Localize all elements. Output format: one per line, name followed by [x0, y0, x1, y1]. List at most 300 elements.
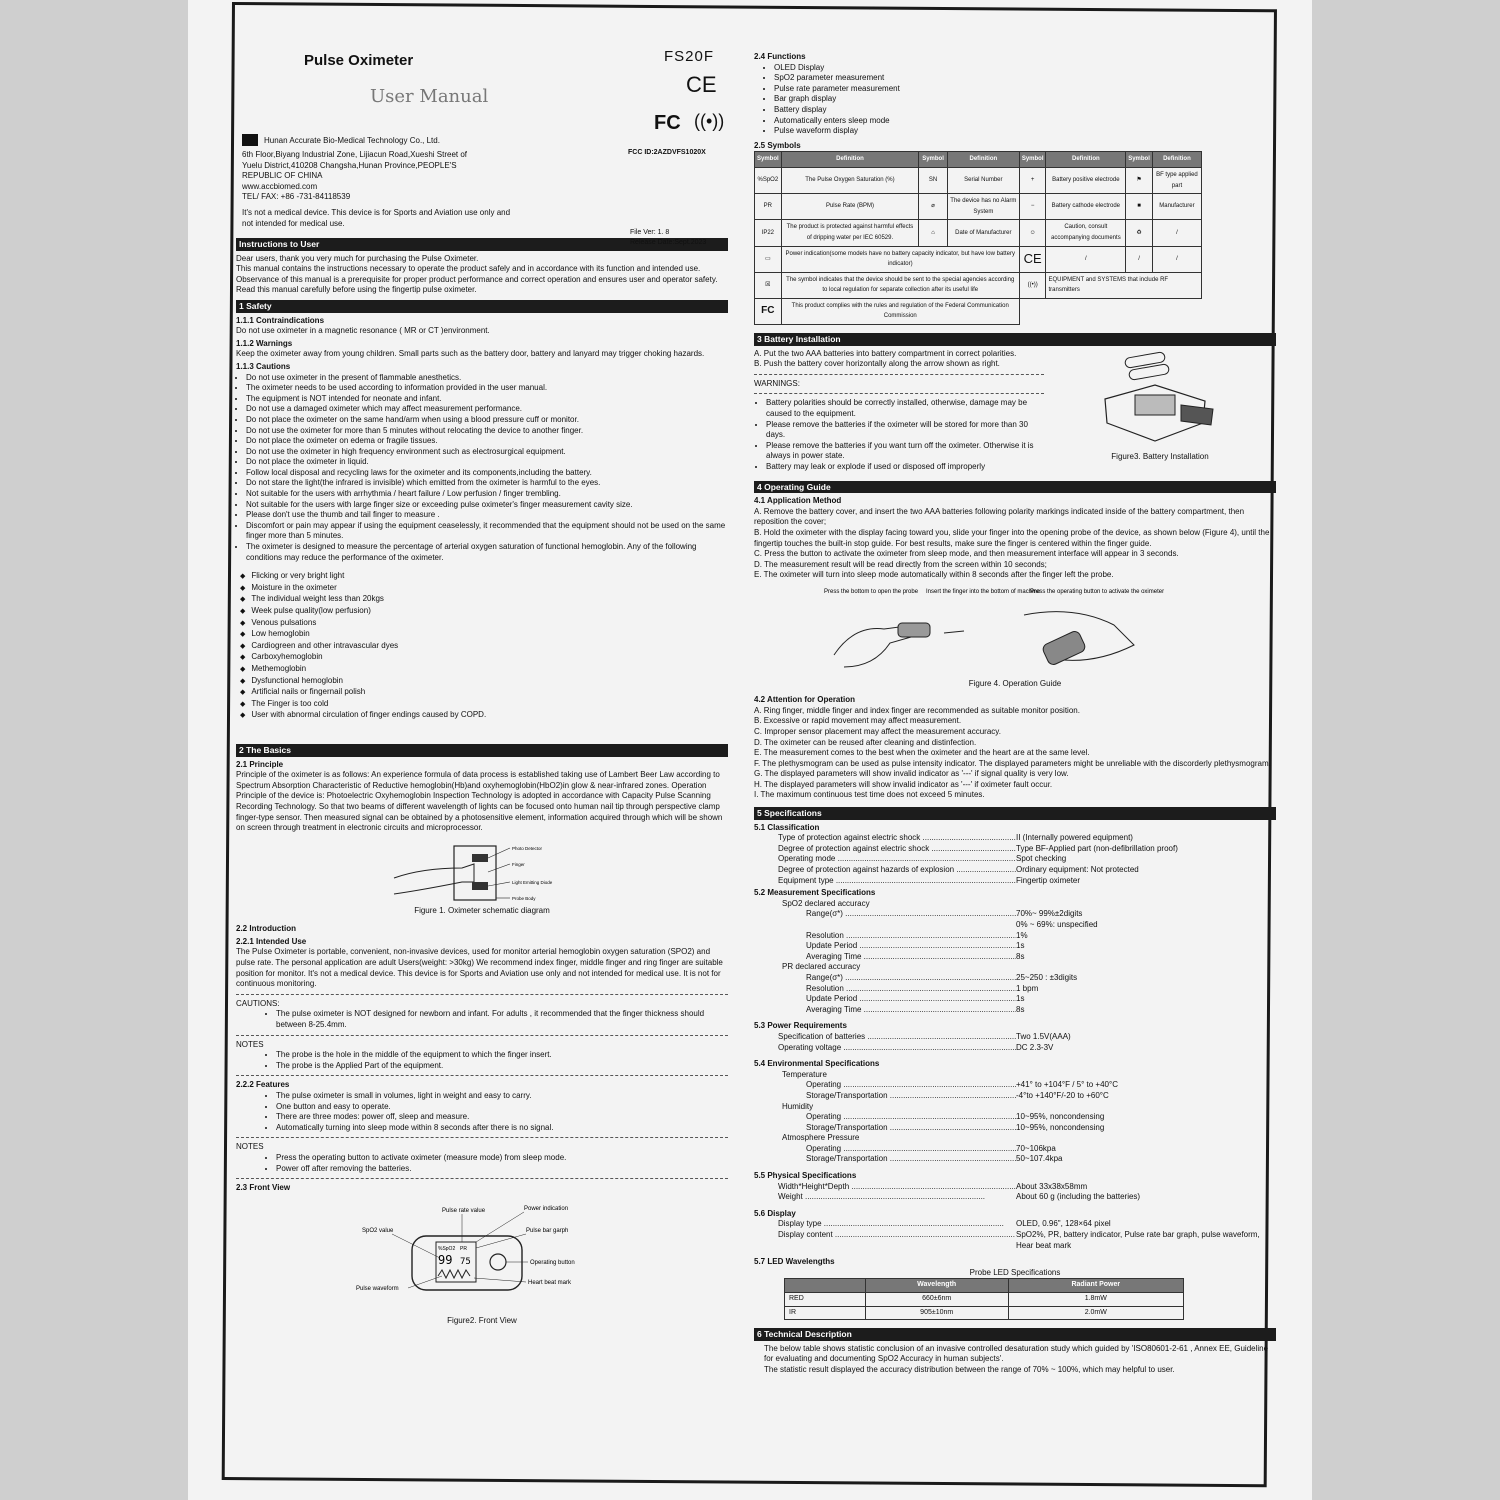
section-heading: 2 The Basics — [236, 744, 728, 757]
spec-value: Two 1.5V(AAA) — [1016, 1031, 1071, 1041]
warning-item: • Please remove the batteries if the oximeter will be stored for more than 30 days. — [766, 420, 1044, 441]
condition-item: ◆ Artificial nails or fingernail polish — [254, 687, 728, 699]
spec-group-label: Temperature — [782, 1069, 827, 1079]
spec-key: Operating mode ..... — [754, 854, 1016, 865]
spec-key: Range(σ*) ..... — [754, 973, 1016, 984]
operating-step: B. Hold the oximeter with the display facing toward you, slide your finger into the opening probe of the device, as shown below (Figure 4), until the fingertip touches the built-in stop guide. For best results, make sure the finger is centered within the finger guide. — [754, 527, 1270, 548]
spec-key: Operating ..... — [754, 1112, 1016, 1123]
condition-item: ◆ Dysfunctional hemoglobin — [254, 676, 728, 688]
notes-list — [236, 1153, 728, 1174]
divider — [236, 1137, 728, 1138]
spec-humidity — [754, 1112, 1276, 1133]
table-cell: BF type applied part — [1152, 167, 1201, 193]
table-header: Symbol — [755, 152, 782, 168]
subheading: 5.2 Measurement Specifications — [754, 888, 876, 898]
spec-key: Weight ..... — [754, 1192, 1016, 1203]
subheading: 5.4 Environmental Specifications — [754, 1059, 880, 1069]
spec-value: 50~107.4kpa — [1016, 1154, 1063, 1164]
spec-key: Averaging Time ..... — [754, 952, 1016, 963]
spec-value: 1 bpm — [1016, 983, 1039, 993]
divider — [236, 994, 728, 995]
spec-value: 25~250 : ±3digits — [1016, 972, 1078, 982]
spec-key: Type of protection against electric shock ..... — [754, 833, 1016, 844]
divider — [236, 1075, 728, 1076]
subheading: 5.7 LED Wavelengths — [754, 1257, 835, 1267]
spec-key: Storage/Transportation ..... — [754, 1154, 1016, 1165]
spec-value: Ordinary equipment: Not protected — [1016, 865, 1139, 875]
spec-row — [754, 865, 1276, 876]
spec-group-label: PR declared accuracy — [782, 962, 861, 972]
spec-key: Storage/Transportation ..... — [754, 1123, 1016, 1134]
spec-row — [754, 1043, 1276, 1054]
condition-item: ◆ Week pulse quality(low perfusion) — [254, 606, 728, 618]
table-header: Wavelength — [865, 1279, 1008, 1293]
spec-display — [754, 1219, 1276, 1251]
spec-row — [754, 909, 1276, 920]
caution-item: • Please don't use the thumb and tail finger to measure . — [246, 510, 728, 521]
section-heading: Instructions to User — [236, 238, 728, 251]
paragraph: The statistic result displayed the accuracy distribution between the range of 70% ~ 100%, which may helpful to user. — [764, 1364, 1175, 1374]
screen-pr-label: PR — [460, 1245, 467, 1252]
caution-item: • The oximeter needs to be used according to information provided in the user manual. — [246, 383, 728, 394]
waveform-icon — [438, 1270, 470, 1278]
oximeter-schematic-figure — [392, 838, 572, 902]
spec-key: Operating voltage ..... — [754, 1043, 1016, 1054]
conditions-list — [236, 571, 728, 722]
spec-key: Operating ..... — [754, 1080, 1016, 1091]
section-heading: 4 Operating Guide — [754, 481, 1276, 494]
address-line: TEL/ FAX: +86 -731-84118539 — [242, 192, 351, 202]
spec-row — [754, 1080, 1276, 1091]
fig1-label: Photo Detector — [512, 845, 543, 851]
subheading: 1.1.2 Warnings — [236, 338, 293, 348]
note-item: • Press the operating button to activate oximeter (measure mode) from sleep mode. — [276, 1153, 728, 1164]
function-item: • Automatically enters sleep mode — [774, 116, 1276, 127]
table-header: Definition — [781, 152, 919, 168]
table-cell: The Pulse Oxygen Saturation (%) — [781, 167, 919, 193]
screen-spo2-label: %SpO2 — [438, 1245, 456, 1252]
spec-key: Width*Height*Depth ..... — [754, 1182, 1016, 1193]
spec-key: Range(σ*) ..... — [754, 909, 1016, 920]
section-heading: 6 Technical Description — [754, 1328, 1276, 1341]
figure-caption: Figure2. Front View — [447, 1315, 517, 1325]
subheading: 1.1.1 Contraindications — [236, 315, 325, 325]
table-cell: The symbol indicates that the device should be sent to the special agencies according to local regulation for separate collection after its useful life — [781, 272, 1019, 298]
spec-row — [754, 854, 1276, 865]
divider — [754, 393, 1044, 394]
disclaimer: It's not a medical device. This device is for Sports and Aviation use only and not intended for medical use. — [242, 208, 511, 228]
subheading: 5.3 Power Requirements — [754, 1021, 847, 1031]
spec-row — [754, 931, 1276, 942]
model-number: FS20F — [664, 48, 715, 65]
spec-key: Degree of protection against electric shock ..... — [754, 844, 1016, 855]
battery-step: B. Push the battery cover horizontally along the arrow shown as right. — [754, 359, 1000, 369]
table-cell: IR — [785, 1306, 866, 1320]
symbol-icon: ♻ — [1126, 220, 1153, 246]
table-header: Definition — [1152, 152, 1201, 168]
attention-item: A. Ring finger, middle finger and index finger are recommended as suitable monitor position. — [754, 705, 1080, 715]
table-header: Definition — [947, 152, 1019, 168]
table-cell: / — [1046, 246, 1126, 272]
spec-key: Equipment type ..... — [754, 876, 1016, 887]
manufacturer-address — [242, 150, 542, 203]
table-header: Radiant Power — [1008, 1279, 1183, 1293]
caution-item: • Do not use oximeter in the present of flammable anesthetics. — [246, 373, 728, 384]
table-cell: / — [1152, 246, 1201, 272]
spec-value: 10~95%, noncondensing — [1016, 1122, 1105, 1132]
fv-label: Power indication — [524, 1205, 569, 1212]
table-header: Symbol — [1019, 152, 1046, 168]
feature-item: • One button and easy to operate. — [276, 1102, 728, 1113]
manufacturer-icon — [242, 134, 258, 146]
figure-caption: Figure3. Battery Installation — [1111, 452, 1209, 462]
spec-value: About 60 g (including the batteries) — [1016, 1192, 1141, 1202]
subheading: 5.6 Display — [754, 1208, 796, 1218]
condition-item: ◆ Methemoglobin — [254, 664, 728, 676]
address-line: www.accbiomed.com — [242, 181, 318, 191]
caution-item: • The equipment is NOT intended for neonate and infant. — [246, 394, 728, 405]
caution-item: • The pulse oximeter is NOT designed for newborn and infant. For adults , it recommended that the finger thickness should between 8-25.4mm. — [276, 1009, 728, 1030]
attention-item: I. The maximum continuous test time does not exceed 5 minutes. — [754, 790, 985, 800]
note-item: • The probe is the Applied Part of the equipment. — [276, 1061, 728, 1072]
operating-steps — [754, 507, 1276, 581]
subheading: 5.1 Classification — [754, 822, 820, 832]
condition-item: ◆ Flicking or very bright light — [254, 571, 728, 583]
fig4-label: Press the operating button to activate the oximeter — [1030, 588, 1165, 595]
condition-item: ◆ User with abnormal circulation of finger endings caused by COPD. — [254, 710, 728, 722]
paragraph: Read this manual carefully before using the fingertip pulse oximeter. — [236, 285, 477, 295]
fcc-icon: FC — [755, 298, 782, 324]
notes-label: NOTES — [236, 1039, 264, 1049]
paragraph: The Pulse Oximeter is portable, convenient, non-invasive devices, used for monitor arterial hemoglobin oxygen saturation (SPO2) and pulse rate. The personal application are adult Users(weight: >30kg) We recommend index finger, middle finger and ring finger are suitable position for monitor. It's not a medical device. This device is for Sports and Aviation use only and not intended for medical use. It is not for continuous monitoring. — [236, 947, 723, 989]
section-heading: 5 Specifications — [754, 807, 1276, 820]
spec-row — [754, 1219, 1276, 1230]
subheading: 4.1 Application Method — [754, 496, 842, 506]
section-heading: 1 Safety — [236, 300, 728, 313]
address-line: Yuelu District,410208 Changsha,Hunan Province,PEOPLE'S — [242, 160, 457, 170]
battery-step: A. Put the two AAA batteries into battery compartment in correct polarities. — [754, 348, 1017, 358]
warning-item: • Battery may leak or explode if used or disposed off improperly — [766, 462, 1044, 473]
battery-warnings — [754, 398, 1044, 472]
functions-list — [754, 63, 1276, 137]
release-date: Release Date:Sept.2023 — [630, 239, 707, 246]
right-column — [754, 50, 1276, 1376]
caution-item: • Not suitable for the users with large finger size or exceeding pulse oximeter's finger measurement cavity size. — [246, 500, 728, 511]
table-cell: 2.0mW — [1008, 1306, 1183, 1320]
spec-row — [754, 1230, 1276, 1251]
table-cell: Serial Number — [947, 167, 1019, 193]
table-cell: RED — [785, 1293, 866, 1307]
symbol-icon: SN — [919, 167, 948, 193]
fig1-label: Light Emitting Diode — [512, 879, 553, 885]
section-heading: 3 Battery Installation — [754, 333, 1276, 346]
spec-row — [754, 920, 1276, 931]
warning-item: • Battery polarities should be correctly installed, otherwise, damage may be caused to the equipment. — [766, 398, 1044, 419]
spec-atmosphere — [754, 1144, 1276, 1165]
spec-row — [754, 1123, 1276, 1134]
subheading: 2.1 Principle — [236, 759, 284, 769]
spec-value: -4°to +140°F/-20 to +60°C — [1016, 1090, 1109, 1100]
caution-item: • The oximeter is designed to measure the percentage of arterial oxygen saturation of functional hemoglobin. Any of the following conditions may reduce the performance of the oximeter. — [246, 542, 728, 563]
paragraph: Dear users, thank you very much for purchasing the Pulse Oximeter. — [236, 253, 479, 263]
spec-row — [754, 994, 1276, 1005]
table-cell: Date of Manufacturer — [947, 220, 1019, 246]
caution-item: • Do not use the oximeter for more than 5 minutes without relocating the device to another finger. — [246, 426, 728, 437]
spec-value: 10~95%, noncondensing — [1016, 1112, 1105, 1122]
table-cell: The product is protected against harmful effects of dripping water per IEC 60529. — [781, 220, 919, 246]
spec-value: 1s — [1016, 994, 1025, 1004]
fv-label: Pulse bar garph — [526, 1227, 569, 1234]
fcc-logo: FC — [654, 112, 681, 134]
function-item: • SpO2 parameter measurement — [774, 73, 1276, 84]
technical-text — [754, 1344, 1276, 1376]
note-item: • Power off after removing the batteries. — [276, 1164, 728, 1175]
spec-row — [754, 973, 1276, 984]
function-item: • Pulse waveform display — [774, 126, 1276, 137]
paragraph: Keep the oximeter away from young children. Small parts such as the battery door, battery and lanyard may trigger choking hazards. — [236, 349, 705, 359]
attention-item: G. The displayed parameters will show invalid indicator as '---' if signal quality is very low. — [754, 769, 1069, 779]
spec-value: 70%~ 99%±2digits — [1016, 909, 1083, 919]
attention-item: B. Excessive or rapid movement may affect measurement. — [754, 716, 962, 726]
table-cell: The device has no Alarm System — [947, 194, 1019, 220]
symbol-icon: ⌀ — [919, 194, 948, 220]
warnings-label: WARNINGS: — [754, 378, 800, 388]
spec-key: Update Period ..... — [754, 941, 1016, 952]
spec-key: Averaging Time ..... — [754, 1005, 1016, 1016]
table-header: Symbol — [1126, 152, 1153, 168]
caution-item: • Not suitable for the users with arrhythmia / heart failure / Low perfusion / finger trembling. — [246, 489, 728, 500]
spec-value: About 33x38x58mm — [1016, 1181, 1088, 1191]
caution-item: • Follow local disposal and recycling laws for the oximeter and its components,including the battery. — [246, 468, 728, 479]
spec-key: Specification of batteries ..... — [754, 1032, 1016, 1043]
spec-key: Degree of protection against hazards of explosion ..... — [754, 865, 1016, 876]
front-view-figure — [352, 1202, 612, 1312]
battery-installation-figure — [1095, 349, 1225, 449]
spec-row — [754, 833, 1276, 844]
figure-caption: Figure 1. Oximeter schematic diagram — [414, 905, 550, 915]
spec-spo2 — [754, 909, 1276, 962]
rf-icon: ((•)) — [694, 111, 725, 131]
symbol-icon: − — [1019, 194, 1046, 220]
attention-item: C. Improper sensor placement may affect the measurement accuracy. — [754, 726, 1001, 736]
symbol-icon: ■ — [1126, 194, 1153, 220]
weee-bin-icon: ☒ — [755, 272, 782, 298]
spec-classification — [754, 833, 1276, 886]
symbols-table — [754, 151, 1202, 325]
operating-button-icon — [490, 1254, 506, 1270]
subheading: 2.5 Symbols — [754, 140, 801, 150]
spec-key: Display type ..... — [754, 1219, 1016, 1230]
spec-row — [754, 941, 1276, 952]
spec-row — [754, 1005, 1276, 1016]
spec-group-label: Humidity — [782, 1101, 814, 1111]
notes-label: NOTES — [236, 1142, 264, 1152]
spec-value: 8s — [1016, 951, 1025, 961]
caution-item: • Do not place the oximeter on edema or fragile tissues. — [246, 436, 728, 447]
attention-list — [754, 706, 1276, 801]
symbol-icon: %SpO2 — [755, 167, 782, 193]
table-cell: / — [1126, 246, 1153, 272]
fig4-label: Insert the finger into the bottom of machine — [926, 588, 1041, 595]
spec-power — [754, 1032, 1276, 1053]
paragraph: Do not use oximeter in a magnetic resonance ( MR or CT )environment. — [236, 326, 490, 336]
fig1-label: Probe Body — [512, 895, 536, 901]
subheading: 2.2.2 Features — [236, 1080, 290, 1090]
spec-value: Fingertip oximeter — [1016, 875, 1081, 885]
symbol-icon: ☺ — [1019, 220, 1046, 246]
table-cell: Manufacturer — [1152, 194, 1201, 220]
caution-item: • Do not place the oximeter on the same hand/arm when using a blood pressure cuff or monitor. — [246, 415, 728, 426]
function-item: • Battery display — [774, 105, 1276, 116]
spec-physical — [754, 1182, 1276, 1203]
operating-step: E. The oximeter will turn into sleep mode automatically within 8 seconds after the finger left the probe. — [754, 570, 1114, 580]
table-cell: Power indication(some models have no battery capacity indicator, but have low battery indicator) — [781, 246, 1019, 272]
table-cell: Pulse Rate (BPM) — [781, 194, 919, 220]
spec-row — [754, 844, 1276, 855]
symbol-icon: PR — [755, 194, 782, 220]
address-line: 6th Floor,Biyang Industrial Zone, Lijiacun Road,Xueshi Street of — [242, 150, 468, 159]
spec-pr — [754, 973, 1276, 1015]
subheading: 1.1.3 Cautions — [236, 361, 291, 371]
feature-item: • The pulse oximeter is small in volumes, light in weight and easy to carry. — [276, 1091, 728, 1102]
spec-row — [754, 952, 1276, 963]
spec-value: +41° to +104°F / 5° to +40°C — [1016, 1080, 1118, 1090]
spec-key: Operating ..... — [754, 1144, 1016, 1155]
spec-group-label: SpO2 declared accuracy — [782, 898, 870, 908]
subheading: 2.4 Functions — [754, 52, 806, 61]
table-cell: Battery positive electrode — [1046, 167, 1126, 193]
subheading: 4.2 Attention for Operation — [754, 695, 856, 705]
screen-pr-value: 75 — [460, 1256, 471, 1267]
rf-transmitter-icon: ((•)) — [1019, 272, 1046, 298]
symbol-icon: IP22 — [755, 220, 782, 246]
file-version: File Ver: 1. 8 — [630, 229, 670, 236]
fig4-label: Press the bottom to open the probe — [824, 588, 919, 595]
divider — [754, 374, 1044, 375]
note-item: • The probe is the hole in the middle of the equipment to which the finger insert. — [276, 1050, 728, 1061]
feature-item: • Automatically turning into sleep mode within 8 seconds after there is no signal. — [276, 1123, 728, 1134]
battery-indicator-icon: ▭ — [755, 246, 782, 272]
table-cell: 1.8mW — [1008, 1293, 1183, 1307]
spec-row — [754, 1154, 1276, 1165]
doc-subtitle: User Manual — [370, 86, 489, 107]
operating-step: D. The measurement result will be read directly from the screen within 10 seconds; — [754, 559, 1047, 569]
divider — [236, 1178, 728, 1179]
table-cell: Battery cathode electrode — [1046, 194, 1126, 220]
cautions-list — [236, 373, 728, 564]
spec-value: 0% ~ 69%: unspecified — [1016, 920, 1098, 929]
spec-value: 1s — [1016, 941, 1025, 951]
condition-item: ◆ Cardiogreen and other intravascular dyes — [254, 641, 728, 653]
table-cell: EQUIPMENT and SYSTEMS that include RF transmitters — [1046, 272, 1202, 298]
condition-item: ◆ Moisture in the oximeter — [254, 583, 728, 595]
subheading: 2.3 Front View — [236, 1183, 291, 1193]
led-table — [784, 1278, 1184, 1320]
symbol-icon: ⚑ — [1126, 167, 1153, 193]
doc-title: Pulse Oximeter — [304, 52, 414, 69]
condition-item: ◆ The individual weight less than 20kgs — [254, 594, 728, 606]
spec-value: Type BF-Applied part (non-defibrillation proof) — [1016, 843, 1178, 853]
spec-value: 8s — [1016, 1004, 1025, 1014]
subheading: 2.2.1 Intended Use — [236, 936, 307, 946]
attention-item: F. The plethysmogram can be used as pulse intensity indicator. The displayed parameters might be unreliable with the discorderly plethysmogram. — [754, 758, 1271, 768]
screen-spo2-value: 99 — [438, 1252, 453, 1267]
subheading: 2.2 Introduction — [236, 924, 296, 934]
divider — [236, 1035, 728, 1036]
condition-item: ◆ Carboxyhemoglobin — [254, 652, 728, 664]
table-header: Symbol — [919, 152, 948, 168]
spec-value: OLED, 0.96", 128×64 pixel — [1016, 1219, 1111, 1229]
condition-item: ◆ The Finger is too cold — [254, 699, 728, 711]
spec-key: Resolution ..... — [754, 984, 1016, 995]
manufacturer-name: Hunan Accurate Bio-Medical Technology Co., Ltd. — [264, 136, 440, 145]
fcc-id: FCC ID:2AZDVFS1020X — [628, 149, 706, 156]
feature-item: • There are three modes: power off, sleep and measure. — [276, 1112, 728, 1123]
spec-key: Update Period ..... — [754, 994, 1016, 1005]
notes-list — [236, 1050, 728, 1071]
spec-value: II (Internally powered equipment) — [1016, 833, 1133, 843]
operating-step: C. Press the button to activate the oximeter from sleep mode, and then measurement interface will appear in 3 seconds. — [754, 549, 1179, 559]
spec-value: DC 2.3-3V — [1016, 1042, 1054, 1052]
condition-item: ◆ Low hemoglobin — [254, 629, 728, 641]
left-column — [236, 48, 728, 1326]
operation-guide-figure — [794, 585, 1254, 675]
paragraph: The below table shows statistic conclusion of an invasive controlled desaturation study which guided by 'ISO80601-2-61 , Annex EE, Guideline for evaluating and documenting SpO2 Accuracy in human subjects'. — [764, 1343, 1269, 1364]
cautions-label: CAUTIONS: — [236, 998, 280, 1008]
operating-step: A. Remove the battery cover, and insert the two AAA batteries following polarity markings indicated inside of the battery compartment, then reposition the cover; — [754, 506, 1245, 527]
subheading: 5.5 Physical Specifications — [754, 1171, 857, 1181]
spec-value: 70~106kpa — [1016, 1143, 1056, 1153]
function-item: • OLED Display — [774, 63, 1276, 74]
spec-value: 1% — [1016, 930, 1028, 940]
instructions-text — [236, 254, 728, 296]
table-cell: Caution, consult accompanying documents — [1046, 220, 1126, 246]
symbol-icon: + — [1019, 167, 1046, 193]
warning-item: • Please remove the batteries if you want turn off the oximeter. Otherwise it is always in power state. — [766, 441, 1044, 462]
table-header — [785, 1279, 866, 1293]
table-cell: This product complies with the rules and regulation of the Federal Communication Commission — [781, 298, 1019, 324]
attention-item: D. The oximeter can be reused after cleaning and distinfection. — [754, 737, 977, 747]
spec-row — [754, 1112, 1276, 1123]
condition-item: ◆ Venous pulsations — [254, 618, 728, 630]
fig1-label: Finger — [512, 861, 525, 867]
paragraph: Principle of the oximeter is as follows: An experience formula of data process is established taking use of Lambert Beer Law according to Spectrum Absorption Characteristic of Reductive hemoglobin(Hb)and oxyhemoglobin(HbO2)in glow & near-infrared zones. Operation Principle of the device is: Photoelectric Oxyhemoglobin Inspection Technology is adopted in accordance with Capacity Pulse Scanning Recording Technology. So that two beams of different wavelength of lights can be focused onto human nail tip through perspective clamp finger-type sensor. Then measured signal can be obtained by a photosensitive element, information acquired through which will be shown on screen through treatment in electronic circuits and microprocessor. — [236, 770, 723, 833]
spec-row — [754, 1182, 1276, 1193]
spec-row — [754, 1091, 1276, 1102]
table-cell: / — [1152, 220, 1201, 246]
caution-item: • Do not place the oximeter in liquid. — [246, 457, 728, 468]
attention-item: E. The measurement comes to the best when the oximeter and the heart are at the same level. — [754, 748, 1090, 758]
spec-row — [754, 1032, 1276, 1043]
spec-row — [754, 984, 1276, 995]
fv-label: Pulse rate value — [442, 1207, 486, 1214]
spec-row — [754, 1144, 1276, 1155]
fv-label: Operating button — [530, 1259, 575, 1266]
fv-label: Pulse waveform — [356, 1285, 399, 1292]
spec-key: Storage/Transportation ..... — [754, 1091, 1016, 1102]
fv-label: SpO2 value — [362, 1227, 394, 1234]
function-item: • Bar graph display — [774, 94, 1276, 105]
address-line: REPUBLIC OF CHINA — [242, 171, 323, 181]
table-cell: 905±10nm — [865, 1306, 1008, 1320]
caution-item: • Do not use a damaged oximeter which may affect measurement performance. — [246, 404, 728, 415]
spec-row — [754, 876, 1276, 887]
caution-item: • Do not stare the light(the infrared is invisible) which emitted from the oximeter is harmful to the eyes. — [246, 478, 728, 489]
figure-caption: Figure 4. Operation Guide — [968, 678, 1062, 688]
attention-item: H. The displayed parameters will show invalid indicator as '---' if oximeter fault occur. — [754, 779, 1053, 789]
fv-label: Heart beat mark — [528, 1279, 572, 1286]
table-cell: 660±6nm — [865, 1293, 1008, 1307]
